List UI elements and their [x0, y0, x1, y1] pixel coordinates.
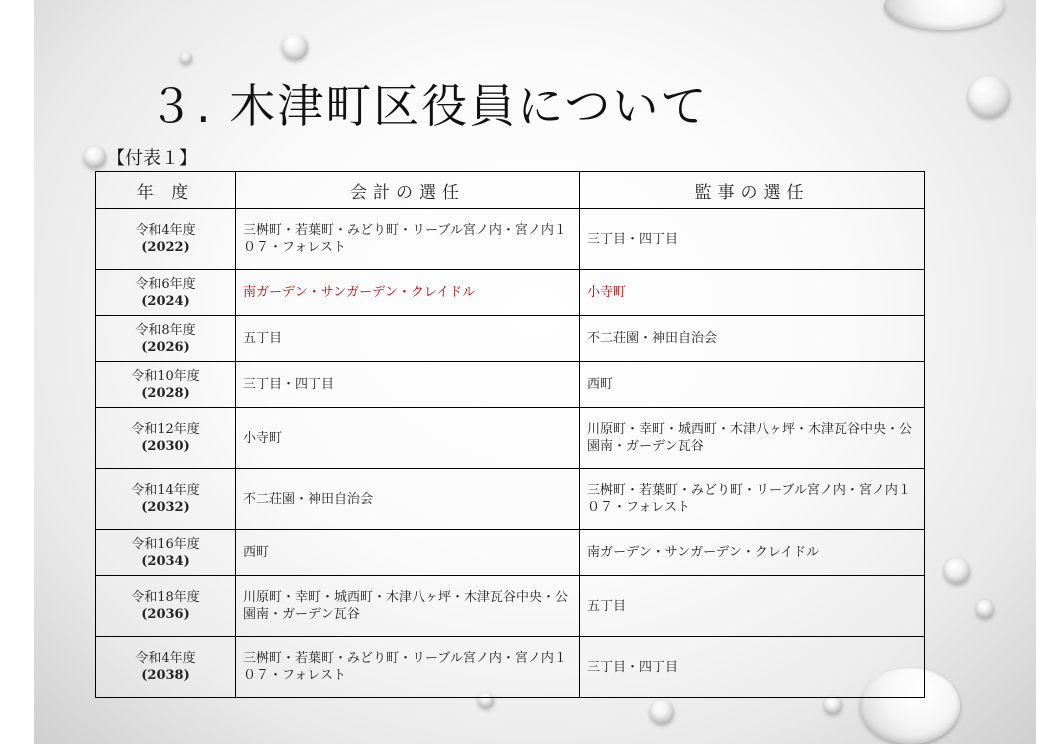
table-row [96, 270, 925, 316]
year-label: (2028) [141, 385, 190, 401]
year-cell [96, 530, 236, 576]
table-header-row [96, 172, 925, 209]
table-row [96, 637, 925, 698]
treasurer-cell: 不二荘園・神田自治会 [236, 469, 580, 530]
year-label: (2024) [141, 293, 190, 309]
auditor-cell: 三桝町・若葉町・みどり町・リーブル宮ノ内・宮ノ内１０７・フォレスト [580, 469, 925, 530]
treasurer-cell-highlighted: 南ガーデン・サンガーデン・クレイドル [236, 270, 580, 316]
table-row [96, 362, 925, 408]
era-label: 令和16年度 [131, 536, 200, 552]
year-cell [96, 408, 236, 469]
auditor-cell: 五丁目 [580, 576, 925, 637]
table-row [96, 209, 925, 270]
auditor-cell-highlighted: 小寺町 [580, 270, 925, 316]
year-cell [96, 469, 236, 530]
auditor-cell: 三丁目・四丁目 [580, 209, 925, 270]
treasurer-cell: 三桝町・若葉町・みどり町・リーブル宮ノ内・宮ノ内１０７・フォレスト [236, 209, 580, 270]
era-label: 令和8年度 [135, 322, 196, 338]
era-label: 令和14年度 [131, 483, 200, 498]
officer-rotation-table [95, 171, 925, 698]
year-cell [96, 209, 236, 270]
auditor-cell: 三丁目・四丁目 [580, 637, 925, 698]
year-label: (2026) [141, 339, 190, 355]
water-drop-decoration [824, 696, 842, 714]
table-row [96, 469, 925, 530]
year-cell [96, 316, 236, 362]
water-drop-decoration [968, 76, 1010, 118]
era-label: 令和10年度 [131, 368, 200, 384]
year-label: (2038) [141, 668, 190, 683]
auditor-cell: 川原町・幸町・城西町・木津八ヶ坪・木津瓦谷中央・公園南・ガーデン瓦谷 [580, 408, 925, 469]
treasurer-cell: 川原町・幸町・城西町・木津八ヶ坪・木津瓦谷中央・公園南・ガーデン瓦谷 [236, 576, 580, 637]
auditor-cell: 南ガーデン・サンガーデン・クレイドル [580, 530, 925, 576]
year-label: (2030) [141, 439, 190, 454]
year-label: (2022) [141, 240, 190, 255]
water-drop-decoration [944, 558, 970, 584]
auditor-cell: 不二荘園・神田自治会 [580, 316, 925, 362]
table-row [96, 576, 925, 637]
header-auditor: 監事の選任 [580, 172, 925, 209]
page-title: ３. 木津町区役員について [148, 79, 709, 133]
water-drop-decoration [650, 700, 674, 724]
water-drop-decoration [282, 34, 308, 60]
water-drop-decoration [84, 146, 106, 168]
era-label: 令和12年度 [131, 422, 200, 437]
year-cell [96, 362, 236, 408]
treasurer-cell: 小寺町 [236, 408, 580, 469]
treasurer-cell: 三丁目・四丁目 [236, 362, 580, 408]
era-label: 令和4年度 [135, 223, 196, 238]
year-label: (2034) [141, 553, 190, 569]
treasurer-cell: 五丁目 [236, 316, 580, 362]
era-label: 令和18年度 [131, 590, 200, 605]
year-cell [96, 637, 236, 698]
water-drop-decoration [976, 600, 994, 618]
year-cell [96, 576, 236, 637]
header-year: 年 度 [96, 172, 236, 209]
treasurer-cell: 西町 [236, 530, 580, 576]
water-drop-decoration [180, 52, 192, 64]
table-row [96, 408, 925, 469]
year-label: (2032) [141, 500, 190, 515]
era-label: 令和4年度 [135, 651, 196, 666]
table-row [96, 530, 925, 576]
year-cell [96, 270, 236, 316]
treasurer-cell: 三桝町・若葉町・みどり町・リーブル宮ノ内・宮ノ内１０７・フォレスト [236, 637, 580, 698]
year-label: (2036) [141, 607, 190, 622]
table-caption: 【付表１】 [107, 148, 197, 169]
era-label: 令和6年度 [135, 276, 196, 292]
auditor-cell: 西町 [580, 362, 925, 408]
header-treasurer: 会計の選任 [236, 172, 580, 209]
table-row [96, 316, 925, 362]
